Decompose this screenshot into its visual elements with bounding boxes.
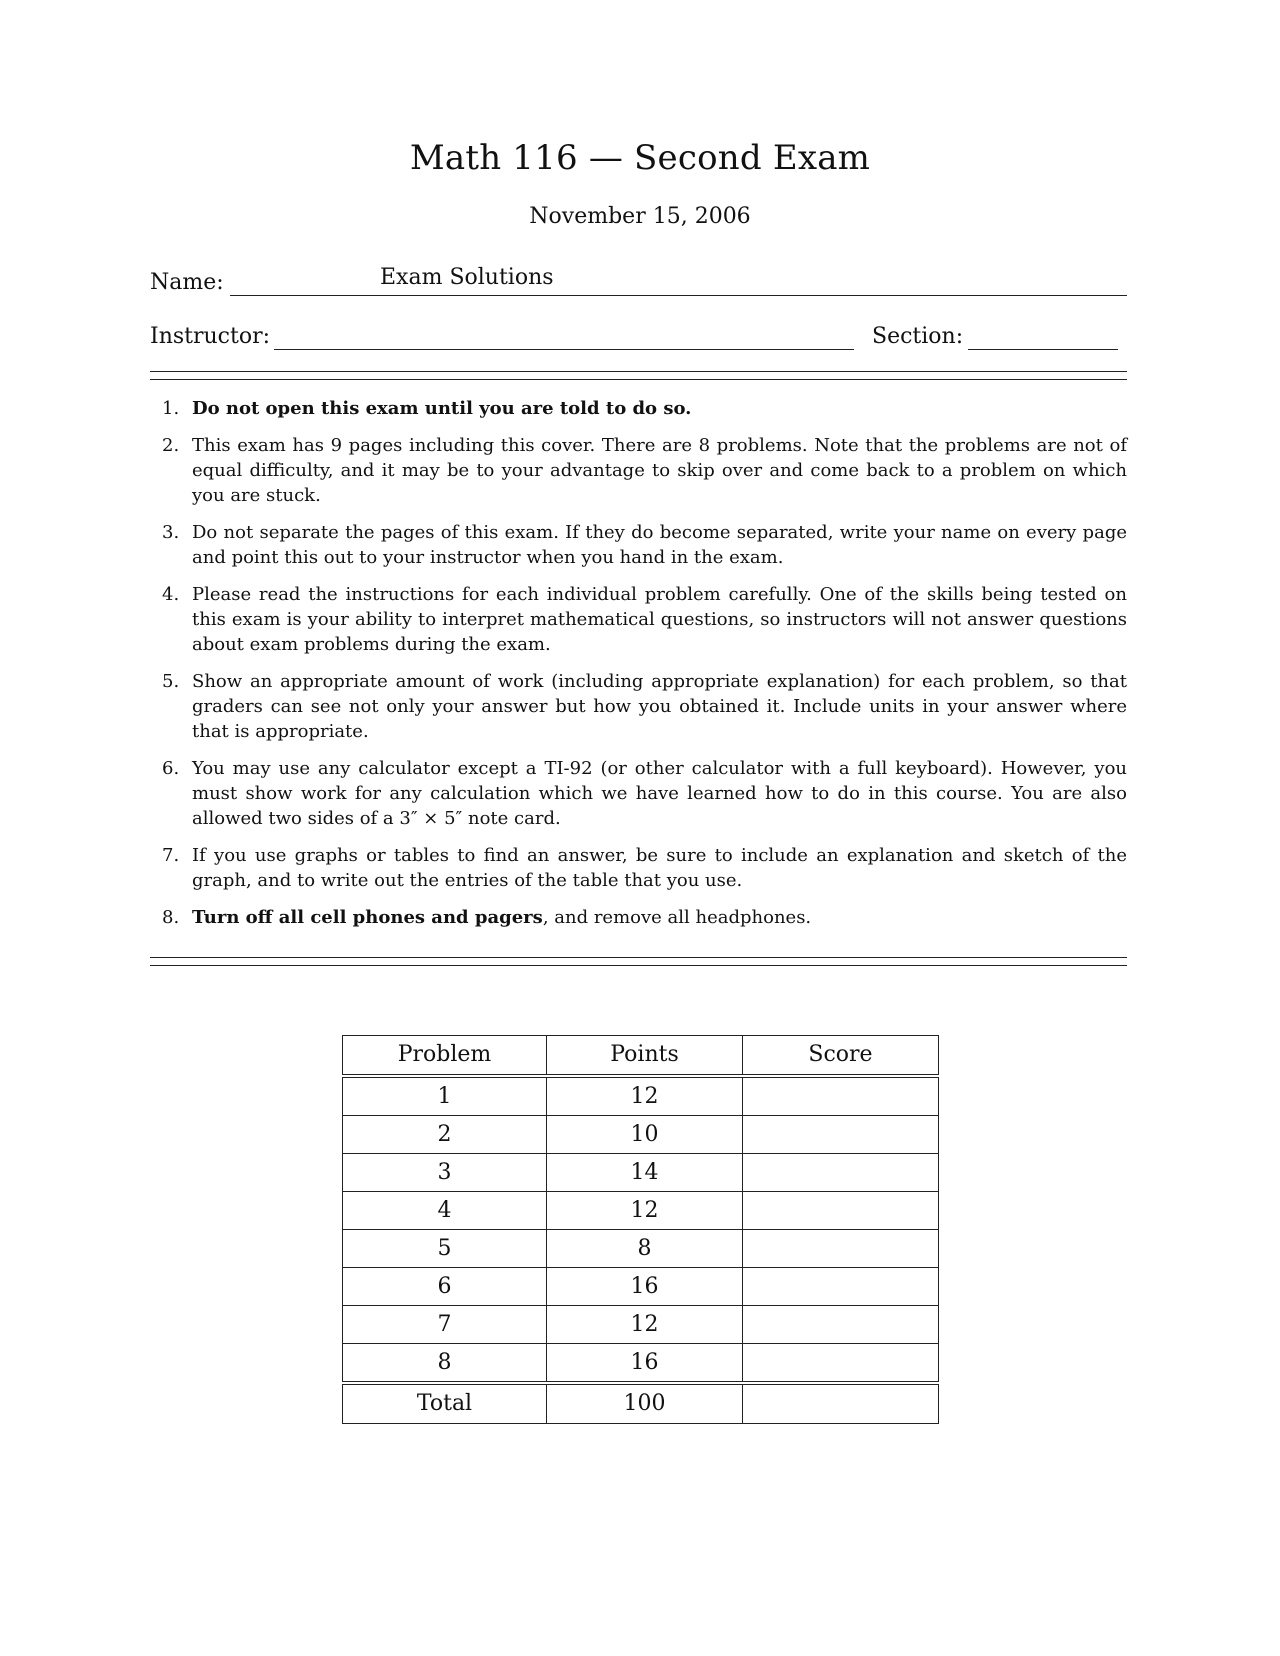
bottom-double-rule — [150, 957, 1127, 966]
problem-cell: 3 — [343, 1154, 547, 1192]
header-score: Score — [743, 1036, 939, 1077]
instruction-text: If you use graphs or tables to find an answer, be sure to include an explanation and sketch of the graph, and to write out the entries of the table that you use. — [192, 845, 1127, 891]
problem-cell: 7 — [343, 1306, 547, 1344]
points-cell: 16 — [547, 1344, 743, 1384]
instructor-section-row — [150, 323, 1127, 357]
name-label: Name: — [150, 270, 224, 295]
points-cell: 16 — [547, 1268, 743, 1306]
exam-date: November 15, 2006 — [529, 204, 751, 229]
problem-cell: 2 — [343, 1116, 547, 1154]
instruction-item — [150, 843, 1127, 893]
instruction-text: You may use any calculator except a TI-92 (or other calculator with a full keyboard). However, you must show work for any calculation which we have learned how to do in this course. You are also allowed two sides of a 3″ × 5″ note card. — [192, 758, 1127, 829]
instruction-number: 3. — [162, 522, 180, 543]
instruction-text: Do not separate the pages of this exam. If they do become separated, write your name on every page and point this out to your instructor when you hand in the exam. — [192, 522, 1127, 568]
instruction-item — [150, 433, 1127, 508]
score-table-row — [343, 1230, 939, 1268]
score-cell[interactable] — [743, 1344, 939, 1384]
instruction-item — [150, 905, 1127, 930]
total-points-cell: 100 — [547, 1383, 743, 1424]
points-cell: 12 — [547, 1306, 743, 1344]
section-label: Section: — [872, 324, 964, 349]
section-field[interactable] — [968, 323, 1118, 350]
points-cell: 14 — [547, 1154, 743, 1192]
instruction-text: This exam has 9 pages including this cover. There are 8 problems. Note that the problems are not of equal difficulty, and it may be to your advantage to skip over and come back to a problem on which you are stuck. — [192, 435, 1127, 506]
top-double-rule — [150, 371, 1127, 380]
name-value: Exam Solutions — [380, 265, 554, 290]
header-points: Points — [547, 1036, 743, 1077]
instruction-item — [150, 669, 1127, 744]
instruction-text: Show an appropriate amount of work (including appropriate explanation) for each problem, so that graders can see not only your answer but how you obtained it. Include units in your answer where that is appropriate. — [192, 671, 1127, 742]
problem-cell: 8 — [343, 1344, 547, 1384]
total-problem-cell: Total — [343, 1383, 547, 1424]
instruction-bold-text: Do not open this exam until you are told to do so. — [192, 398, 692, 419]
score-table-total-row — [343, 1383, 939, 1424]
score-table-row — [343, 1116, 939, 1154]
score-table-row — [343, 1344, 939, 1384]
points-cell: 10 — [547, 1116, 743, 1154]
instruction-item — [150, 396, 1127, 421]
score-cell[interactable] — [743, 1192, 939, 1230]
instruction-number: 6. — [162, 758, 180, 779]
points-cell: 8 — [547, 1230, 743, 1268]
score-cell[interactable] — [743, 1306, 939, 1344]
instruction-text: Please read the instructions for each individual problem carefully. One of the skills being tested on this exam is your ability to interpret mathematical questions, so instructors will not answer questions about exam problems during the exam. — [192, 584, 1127, 655]
score-cell[interactable] — [743, 1076, 939, 1116]
score-table-row — [343, 1076, 939, 1116]
total-score-cell[interactable] — [743, 1383, 939, 1424]
name-field[interactable] — [230, 265, 1127, 296]
score-table-row — [343, 1306, 939, 1344]
score-table-header-row — [343, 1036, 939, 1077]
instruction-number: 2. — [162, 435, 180, 456]
instruction-item — [150, 756, 1127, 831]
name-row — [150, 265, 1127, 303]
instruction-item — [150, 520, 1127, 570]
problem-cell: 6 — [343, 1268, 547, 1306]
score-table-row — [343, 1268, 939, 1306]
score-table-row — [343, 1154, 939, 1192]
instruction-item — [150, 582, 1127, 657]
problem-cell: 4 — [343, 1192, 547, 1230]
score-table — [342, 1035, 939, 1424]
header-problem: Problem — [343, 1036, 547, 1077]
score-cell[interactable] — [743, 1116, 939, 1154]
points-cell: 12 — [547, 1076, 743, 1116]
problem-cell: 1 — [343, 1076, 547, 1116]
problem-cell: 5 — [343, 1230, 547, 1268]
instruction-number: 8. — [162, 907, 180, 928]
instruction-number: 1. — [162, 398, 180, 419]
instruction-number: 4. — [162, 584, 180, 605]
instruction-text: , and remove all headphones. — [542, 907, 812, 928]
instruction-number: 5. — [162, 671, 180, 692]
instruction-bold-text: Turn off all cell phones and pagers — [192, 907, 543, 928]
score-table-row — [343, 1192, 939, 1230]
exam-title: Math 116 — Second Exam — [409, 138, 871, 178]
instructor-label: Instructor: — [150, 324, 271, 349]
points-cell: 12 — [547, 1192, 743, 1230]
instructor-field[interactable] — [274, 323, 854, 350]
score-cell[interactable] — [743, 1268, 939, 1306]
instructions-list — [150, 396, 1127, 942]
score-cell[interactable] — [743, 1154, 939, 1192]
instruction-number: 7. — [162, 845, 180, 866]
score-cell[interactable] — [743, 1230, 939, 1268]
